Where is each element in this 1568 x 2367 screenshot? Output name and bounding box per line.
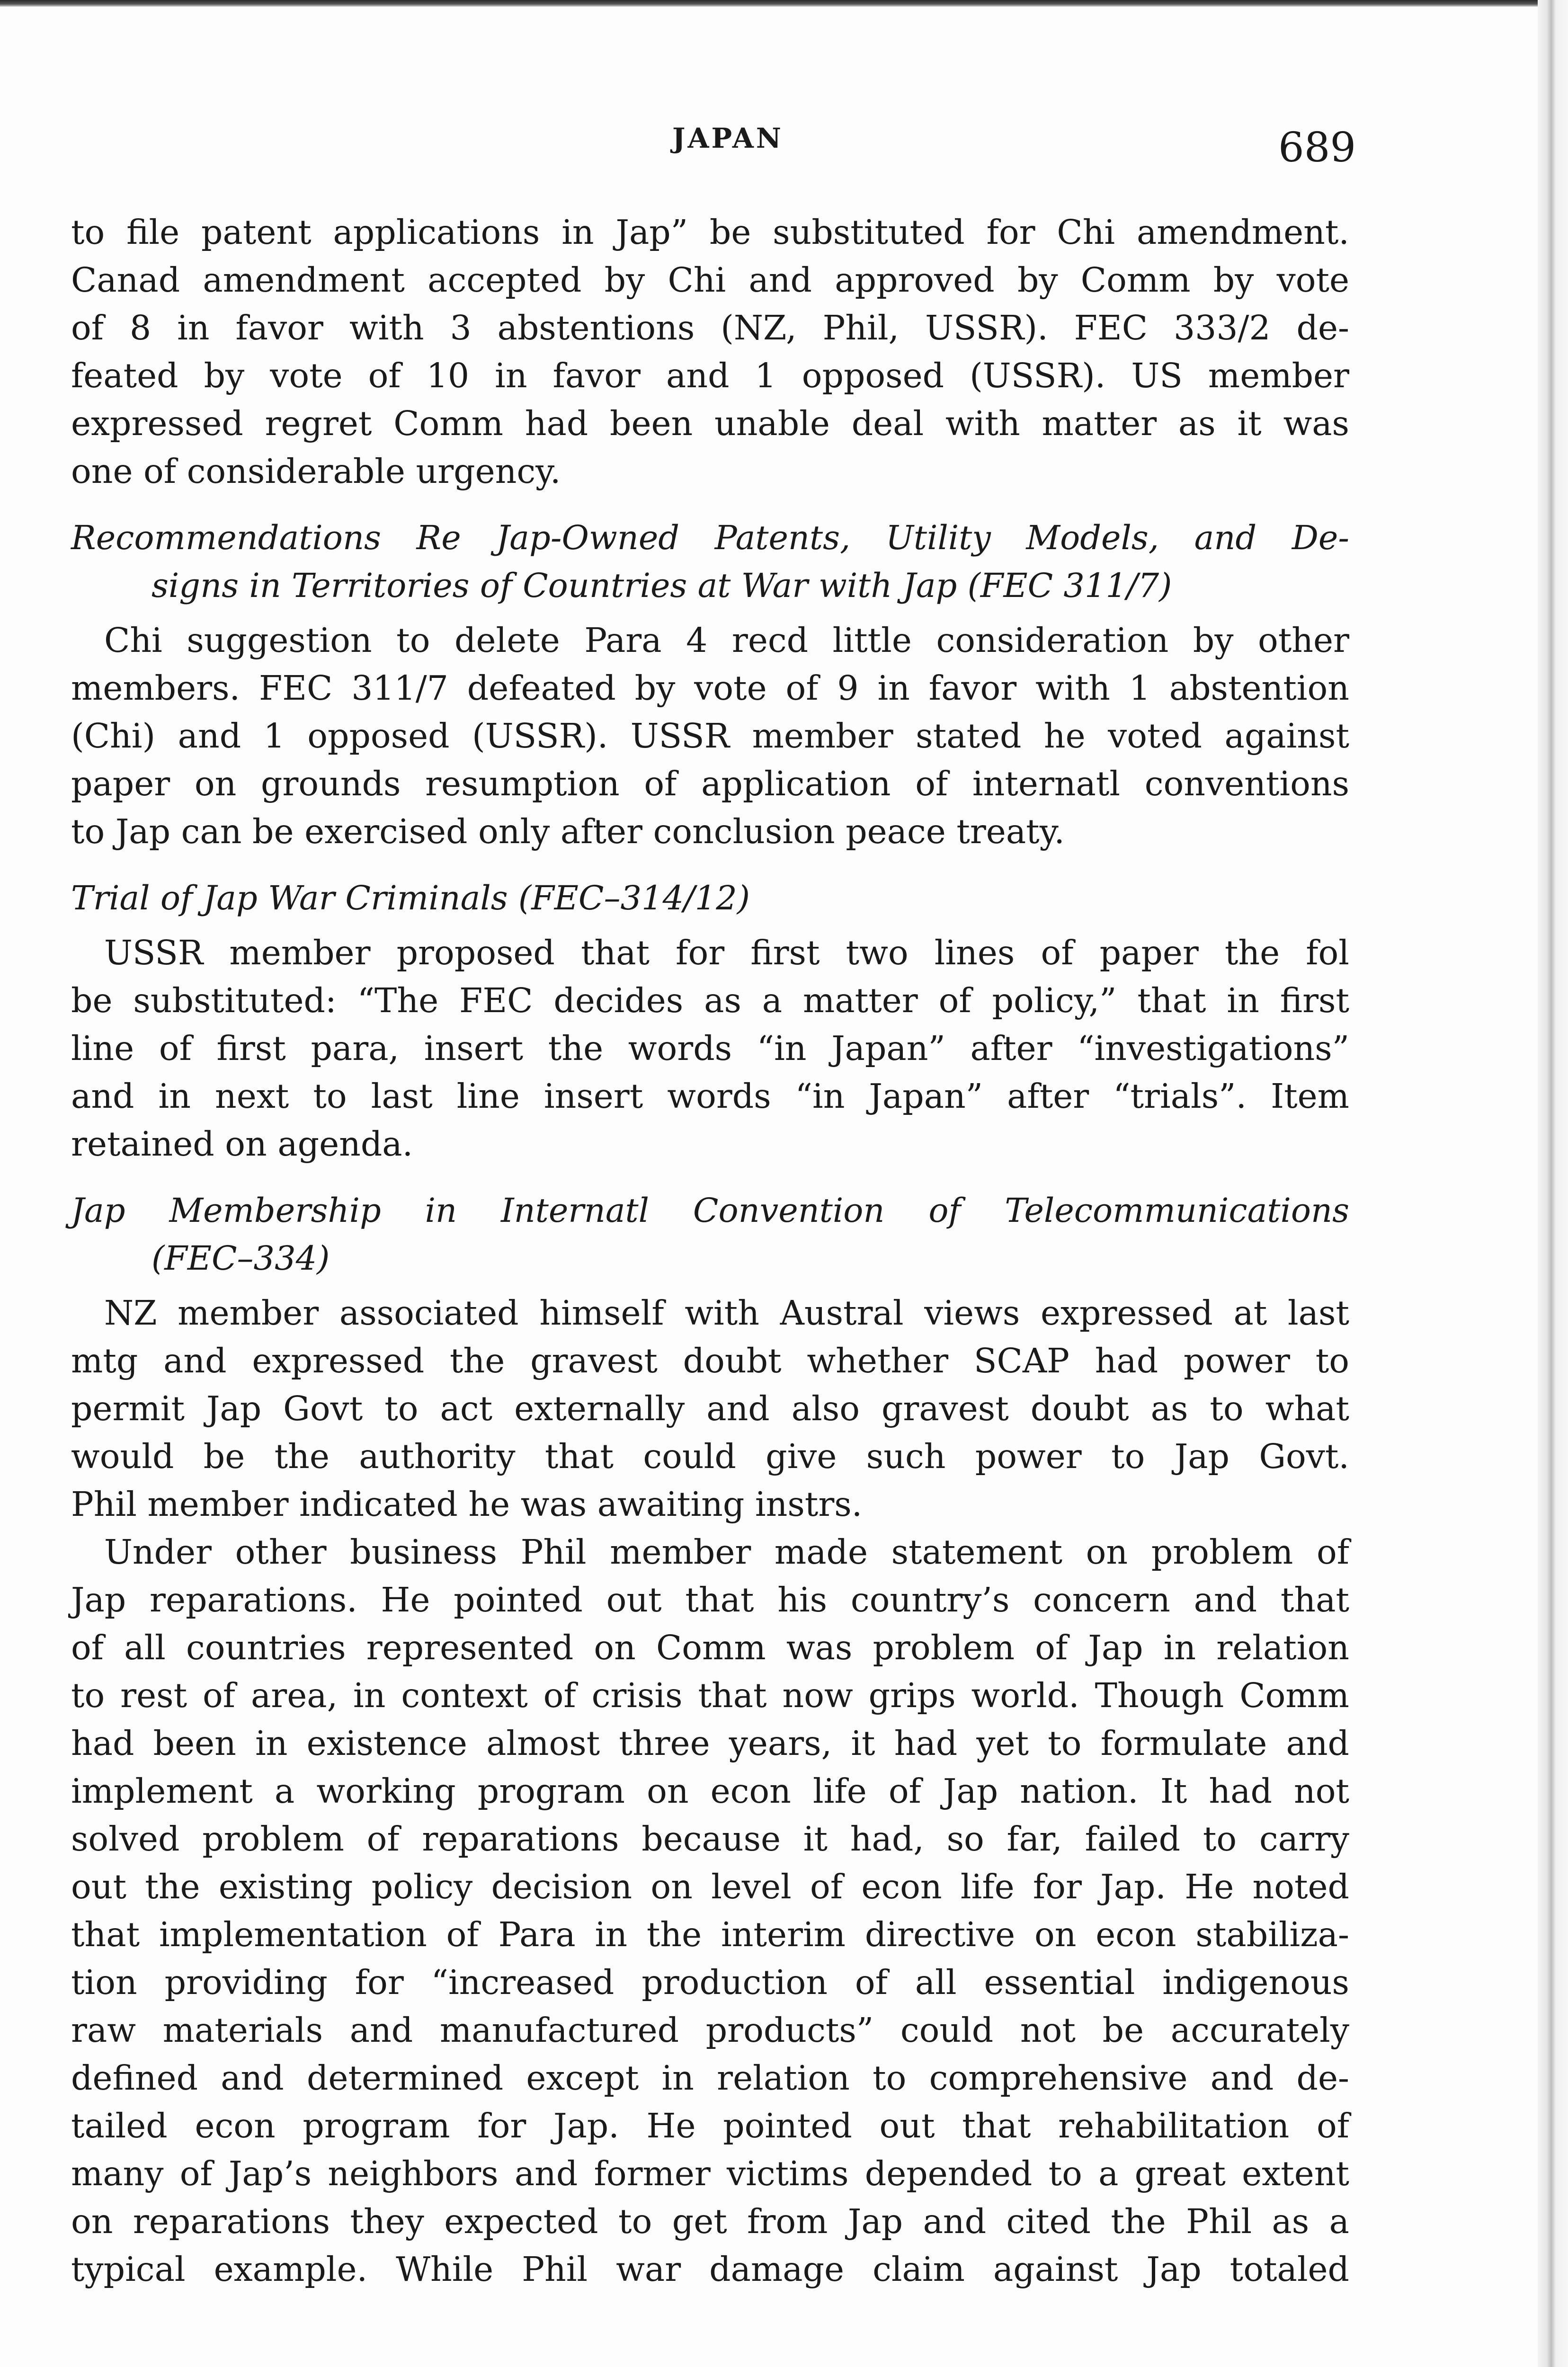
text-line: Chi suggestion to delete Para 4 recd little consideration by other — [104, 621, 1349, 660]
text-line: Under other business Phil member made statement on problem of — [104, 1532, 1349, 1572]
page-text — [71, 208, 1349, 2293]
text-line: to rest of area, in context of crisis that now grips world. Though Comm — [71, 1676, 1349, 1715]
heading-line: signs in Territories of Countries at War with Jap (FEC 311/7) — [151, 566, 1172, 605]
text-line: Canad amendment accepted by Chi and approved by Comm by vote — [71, 260, 1349, 300]
scan-top-edge — [0, 0, 1568, 7]
running-head: JAPAN — [672, 122, 784, 154]
section-heading-patents — [71, 514, 1349, 610]
text-line: raw materials and manufactured products” could not be accurately — [71, 2011, 1349, 2050]
text-line: members. FEC 311/7 defeated by vote of 9 in favor with 1 abstention — [71, 668, 1349, 708]
text-line: expressed regret Comm had been unable deal with matter as it was — [71, 404, 1349, 443]
text-line: defined and determined except in relation to comprehensive and de- — [71, 2058, 1349, 2098]
text-line: be substituted: “The FEC decides as a matter of policy,” that in first — [71, 981, 1349, 1020]
text-line: mtg and expressed the gravest doubt whether SCAP had power to — [71, 1341, 1349, 1380]
paragraph-patents — [71, 616, 1349, 855]
text-line: typical example. While Phil war damage claim against Jap totaled — [71, 2250, 1349, 2289]
text-line: tion providing for “increased production of all essential indigenous — [71, 1963, 1349, 2002]
text-line: of 8 in favor with 3 abstentions (NZ, Phil, USSR). FEC 333/2 de- — [71, 308, 1349, 347]
section-heading-war-criminals — [71, 874, 1349, 922]
text-line: paper on grounds resumption of application of internatl conventions — [71, 764, 1349, 803]
text-line: would be the authority that could give such power to Jap Govt. — [71, 1437, 1349, 1476]
text-line: NZ member associated himself with Austral views expressed at last — [104, 1293, 1349, 1333]
section-heading-telecommunications — [71, 1187, 1349, 1282]
text-line: many of Jap’s neighbors and former victims depended to a great extent — [71, 2154, 1349, 2193]
text-line: line of first para, insert the words “in Japan” after “investigations” — [71, 1029, 1349, 1068]
heading-line: Recommendations Re Jap-Owned Patents, Utility Models, and De- — [71, 518, 1349, 557]
page-number: 689 — [1278, 124, 1356, 171]
text-line: Phil member indicated he was awaiting instrs. — [71, 1485, 863, 1524]
text-line: to Jap can be exercised only after conclusion peace treaty. — [71, 812, 1065, 851]
paragraph-reparations — [71, 1528, 1349, 2293]
text-line: implement a working program on econ life of Jap nation. It had not — [71, 1771, 1349, 1811]
text-line: feated by vote of 10 in favor and 1 opposed (USSR). US member — [71, 356, 1349, 395]
text-line: to file patent applications in Jap” be substituted for Chi amendment. — [71, 213, 1349, 252]
paragraph-telecommunications — [71, 1289, 1349, 1528]
text-line: and in next to last line insert words “in Japan” after “trials”. Item — [71, 1077, 1349, 1116]
text-line: one of considerable urgency. — [71, 452, 561, 491]
paragraph-war-criminals — [71, 929, 1349, 1168]
text-line: USSR member proposed that for first two lines of paper the fol — [104, 933, 1349, 972]
text-line: of all countries represented on Comm was problem of Jap in relation — [71, 1628, 1349, 1667]
text-line: retained on agenda. — [71, 1124, 413, 1164]
text-line: permit Jap Govt to act externally and also gravest doubt as to what — [71, 1389, 1349, 1428]
text-line: out the existing policy decision on level of econ life for Jap. He noted — [71, 1867, 1349, 1906]
text-line: Jap reparations. He pointed out that his country’s concern and that — [71, 1580, 1349, 1620]
text-line: that implementation of Para in the interim directive on econ stabiliza- — [71, 1915, 1349, 1954]
heading-line: Jap Membership in Internatl Convention of Telecommunications — [71, 1191, 1349, 1230]
text-line: (Chi) and 1 opposed (USSR). USSR member stated he voted against — [71, 716, 1349, 756]
heading-line: Trial of Jap War Criminals (FEC–314/12) — [71, 879, 750, 917]
heading-line: (FEC–334) — [151, 1239, 330, 1278]
text-line: on reparations they expected to get from Jap and cited the Phil as a — [71, 2202, 1349, 2241]
scan-binding-edge — [1538, 0, 1568, 2367]
paragraph-continuation — [71, 208, 1349, 495]
text-line: tailed econ program for Jap. He pointed out that rehabilitation of — [71, 2106, 1349, 2145]
text-line: solved problem of reparations because it had, so far, failed to carry — [71, 1819, 1349, 1859]
text-line: had been in existence almost three years, it had yet to formulate and — [71, 1724, 1349, 1763]
